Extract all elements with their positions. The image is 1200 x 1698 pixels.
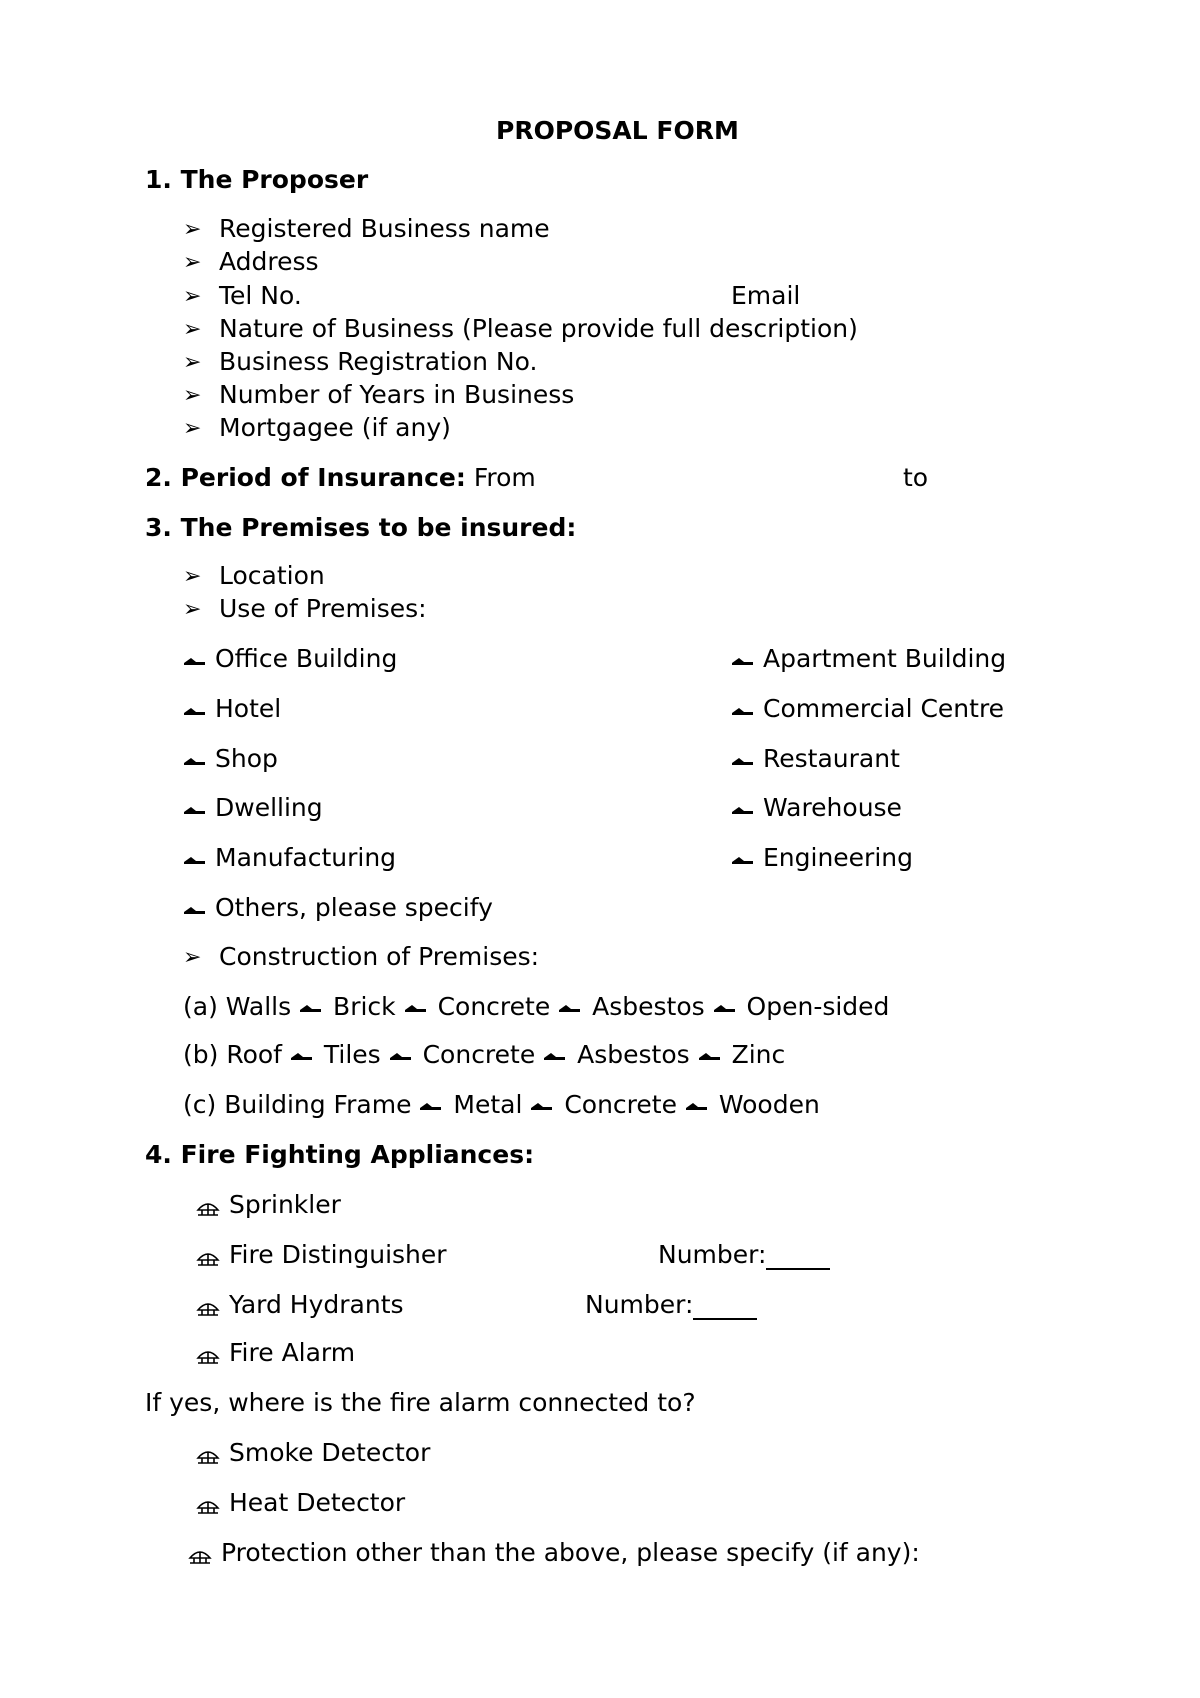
- checkbox-icon[interactable]: [290, 1042, 316, 1062]
- arrow-bullet-icon: ➢: [183, 317, 202, 342]
- checkbox-icon[interactable]: [731, 694, 757, 724]
- arrow-bullet-icon: ➢: [183, 383, 202, 408]
- checkbox-icon[interactable]: [731, 793, 757, 823]
- section-2-heading: 2. Period of Insurance:: [145, 463, 466, 492]
- arrow-bullet-icon: ➢: [183, 945, 202, 970]
- roof-label: (b) Roof: [183, 1040, 282, 1069]
- checkbox-icon[interactable]: [543, 1042, 569, 1062]
- period-to-label: to: [903, 463, 929, 492]
- roof-option-concrete: Concrete: [422, 1040, 536, 1069]
- hydrants-number-label: Number:: [585, 1290, 694, 1319]
- use-option-warehouse: Warehouse: [763, 793, 902, 822]
- checkbox-icon[interactable]: [685, 1092, 711, 1112]
- alarm-question: If yes, where is the fire alarm connected to?: [145, 1388, 696, 1417]
- roof-option-zinc: Zinc: [731, 1040, 786, 1069]
- checkbox-icon[interactable]: [731, 843, 757, 873]
- field-years-in-business: Number of Years in Business: [219, 380, 575, 409]
- arrow-bullet-icon: ➢: [183, 597, 202, 622]
- checkbox-icon[interactable]: [731, 744, 757, 774]
- checkbox-icon[interactable]: [404, 994, 430, 1014]
- umbrella-checkbox-icon[interactable]: [196, 1240, 222, 1270]
- checkbox-icon[interactable]: [558, 994, 584, 1014]
- roof-row: [183, 1040, 785, 1070]
- checkbox-icon[interactable]: [419, 1092, 445, 1112]
- extinguisher-number: [658, 1240, 830, 1270]
- roof-option-tiles: Tiles: [323, 1040, 381, 1069]
- use-option-engineering: Engineering: [763, 843, 913, 872]
- walls-option-asbestos: Asbestos: [592, 992, 705, 1021]
- frame-option-wooden: Wooden: [718, 1090, 820, 1119]
- umbrella-checkbox-icon[interactable]: [196, 1438, 222, 1468]
- section-2-line: [145, 463, 536, 493]
- roof-option-asbestos: Asbestos: [577, 1040, 690, 1069]
- walls-option-open-sided: Open-sided: [746, 992, 890, 1021]
- checkbox-icon[interactable]: [183, 744, 209, 774]
- extinguisher-number-label: Number:: [658, 1240, 767, 1269]
- use-option-apartment-building: Apartment Building: [763, 644, 1007, 673]
- walls-row: [183, 992, 889, 1022]
- use-option-manufacturing: Manufacturing: [215, 843, 397, 872]
- use-option-dwelling: Dwelling: [215, 793, 323, 822]
- arrow-bullet-icon: ➢: [183, 217, 202, 242]
- checkbox-icon[interactable]: [530, 1092, 556, 1112]
- checkbox-icon[interactable]: [183, 893, 209, 923]
- hydrants-number-field[interactable]: [693, 1296, 757, 1320]
- field-address: Address: [219, 247, 319, 276]
- appliance-sprinkler: Sprinkler: [229, 1190, 341, 1219]
- checkbox-icon[interactable]: [731, 644, 757, 674]
- walls-option-brick: Brick: [333, 992, 396, 1021]
- umbrella-checkbox-icon[interactable]: [196, 1190, 222, 1220]
- walls-label: (a) Walls: [183, 992, 292, 1021]
- checkbox-icon[interactable]: [299, 994, 325, 1014]
- other-protection: Protection other than the above, please specify (if any):: [221, 1538, 920, 1567]
- arrow-bullet-icon: ➢: [183, 416, 202, 441]
- arrow-bullet-icon: ➢: [183, 284, 202, 309]
- period-from-label: From: [473, 463, 536, 492]
- alarm-smoke-detector: Smoke Detector: [229, 1438, 431, 1467]
- arrow-bullet-icon: ➢: [183, 564, 202, 589]
- field-mortgagee: Mortgagee (if any): [219, 413, 451, 442]
- appliance-fire-extinguisher: Fire Distinguisher: [229, 1240, 447, 1269]
- use-option-hotel: Hotel: [215, 694, 282, 723]
- use-option-restaurant: Restaurant: [763, 744, 900, 773]
- section-4-heading: 4. Fire Fighting Appliances:: [145, 1140, 535, 1169]
- umbrella-checkbox-icon[interactable]: [196, 1488, 222, 1518]
- alarm-heat-detector: Heat Detector: [229, 1488, 406, 1517]
- appliance-fire-alarm: Fire Alarm: [229, 1338, 356, 1367]
- section-1-heading: 1. The Proposer: [145, 165, 369, 194]
- appliance-yard-hydrants: Yard Hydrants: [229, 1290, 404, 1319]
- field-business-name: Registered Business name: [219, 214, 550, 243]
- use-option-commercial-centre: Commercial Centre: [763, 694, 1005, 723]
- walls-option-concrete: Concrete: [437, 992, 551, 1021]
- field-use-of-premises: Use of Premises:: [219, 594, 427, 623]
- umbrella-checkbox-icon[interactable]: [188, 1538, 214, 1568]
- checkbox-icon[interactable]: [183, 793, 209, 823]
- arrow-bullet-icon: ➢: [183, 350, 202, 375]
- checkbox-icon[interactable]: [698, 1042, 724, 1062]
- umbrella-checkbox-icon[interactable]: [196, 1338, 222, 1368]
- umbrella-checkbox-icon[interactable]: [196, 1290, 222, 1320]
- checkbox-icon[interactable]: [183, 644, 209, 674]
- field-nature-of-business: Nature of Business (Please provide full description): [219, 314, 858, 343]
- field-construction: Construction of Premises:: [219, 942, 540, 971]
- use-option-others: Others, please specify: [215, 893, 493, 922]
- extinguisher-number-field[interactable]: [766, 1246, 830, 1270]
- checkbox-icon[interactable]: [183, 843, 209, 873]
- frame-label: (c) Building Frame: [183, 1090, 412, 1119]
- frame-option-concrete: Concrete: [564, 1090, 677, 1119]
- checkbox-icon[interactable]: [713, 994, 739, 1014]
- hydrants-number: [585, 1290, 757, 1320]
- checkbox-icon[interactable]: [389, 1042, 415, 1062]
- section-3-heading: 3. The Premises to be insured:: [145, 513, 577, 542]
- field-location: Location: [219, 561, 325, 590]
- form-title: PROPOSAL FORM: [496, 116, 739, 145]
- field-email: Email: [731, 281, 801, 310]
- use-option-shop: Shop: [215, 744, 278, 773]
- arrow-bullet-icon: ➢: [183, 250, 202, 275]
- checkbox-icon[interactable]: [183, 694, 209, 724]
- field-registration-no: Business Registration No.: [219, 347, 538, 376]
- use-option-office-building: Office Building: [215, 644, 398, 673]
- field-tel: Tel No.: [219, 281, 302, 310]
- frame-row: [183, 1090, 820, 1120]
- frame-option-metal: Metal: [453, 1090, 523, 1119]
